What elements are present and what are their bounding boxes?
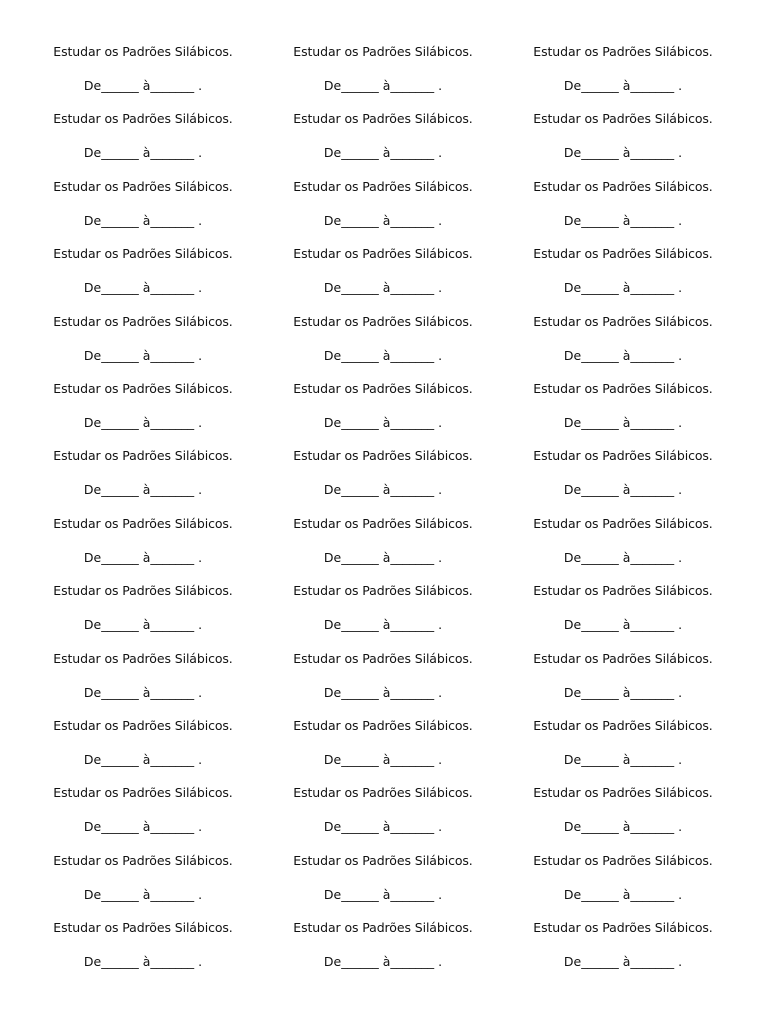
date-range-line: De______ à_______ . [563,482,683,498]
label-title: Estudar os Padrões Silábicos. [533,718,713,733]
date-range-line: De______ à_______ . [83,415,203,430]
date-range-line: De______ à_______ . [563,819,683,835]
label-block [503,404,743,498]
label-title: Estudar os Padrões Silábicos. [53,920,233,936]
date-range-line: De______ à_______ . [83,280,203,296]
label-block [23,337,263,430]
label-block [23,67,263,161]
label-title: Estudar os Padrões Silábicos. [53,111,233,127]
date-range-line: De______ à_______ . [83,347,203,363]
label-block [23,809,263,902]
date-range-line: De______ à_______ . [563,415,683,430]
label-block [263,809,503,902]
label-title: Estudar os Padrões Silábicos. [293,785,473,801]
date-range-line: De______ à_______ . [563,347,683,363]
label-title: Estudar os Padrões Silábicos. [293,313,473,329]
date-range-line: De______ à_______ . [323,954,443,970]
label-block [263,876,503,970]
date-range-line: De______ à_______ . [323,415,443,430]
label-block [23,270,263,363]
date-range-line: De______ à_______ . [323,549,443,565]
label-title: Estudar os Padrões Silábicos. [53,178,233,194]
label-block [23,135,263,228]
label-block [263,270,503,363]
date-range-line: De______ à_______ . [323,886,443,902]
date-range-line: De______ à_______ . [83,819,203,835]
label-block [503,607,743,700]
label-title: Estudar os Padrões Silábicos. [533,650,713,666]
label-block [263,539,503,633]
label-block [23,607,263,700]
date-range-line: De______ à_______ . [323,819,443,835]
label-title: Estudar os Padrões Silábicos. [293,718,473,733]
label-block [263,135,503,228]
label-title: Estudar os Padrões Silábicos. [293,515,473,531]
label-block [263,202,503,296]
label-title: Estudar os Padrões Silábicos. [533,381,713,396]
date-range-line: De______ à_______ . [563,78,683,93]
label-block [23,876,263,970]
date-range-line: De______ à_______ . [323,482,443,498]
date-range-line: De______ à_______ . [563,684,683,700]
label-title: Estudar os Padrões Silábicos. [293,44,473,59]
label-block [503,0,743,93]
label-title: Estudar os Padrões Silábicos. [533,852,713,868]
label-title: Estudar os Padrões Silábicos. [533,313,713,329]
date-range-line: De______ à_______ . [323,684,443,700]
label-block [503,539,743,633]
label-title: Estudar os Padrões Silábicos. [293,111,473,127]
label-block [23,472,263,565]
date-range-line: De______ à_______ . [563,617,683,633]
label-block [503,809,743,902]
date-range-line: De______ à_______ . [83,752,203,767]
date-range-line: De______ à_______ . [83,684,203,700]
date-range-line: De______ à_______ . [563,752,683,767]
date-range-line: De______ à_______ . [323,617,443,633]
date-range-line: De______ à_______ . [83,886,203,902]
label-title: Estudar os Padrões Silábicos. [533,246,713,262]
date-range-line: De______ à_______ . [83,212,203,228]
label-block [503,741,743,835]
label-block [263,0,503,93]
date-range-line: De______ à_______ . [83,549,203,565]
label-title: Estudar os Padrões Silábicos. [293,583,473,599]
label-block [263,337,503,430]
date-range-line: De______ à_______ . [323,212,443,228]
label-block [503,67,743,161]
label-title: Estudar os Padrões Silábicos. [53,650,233,666]
label-title: Estudar os Padrões Silábicos. [53,448,233,464]
label-block [503,270,743,363]
label-block [263,674,503,767]
label-block [23,0,263,93]
label-title: Estudar os Padrões Silábicos. [53,785,233,801]
date-range-line: De______ à_______ . [563,212,683,228]
label-title: Estudar os Padrões Silábicos. [533,515,713,531]
label-block [263,741,503,835]
date-range-line: De______ à_______ . [323,752,443,767]
label-title: Estudar os Padrões Silábicos. [53,515,233,531]
date-range-line: De______ à_______ . [563,145,683,161]
label-block [23,404,263,498]
label-title: Estudar os Padrões Silábicos. [533,111,713,127]
label-title: Estudar os Padrões Silábicos. [293,381,473,396]
date-range-line: De______ à_______ . [83,78,203,93]
label-block [503,202,743,296]
label-block [23,674,263,767]
label-title: Estudar os Padrões Silábicos. [293,852,473,868]
label-title: Estudar os Padrões Silábicos. [53,381,233,396]
label-title: Estudar os Padrões Silábicos. [53,313,233,329]
label-title: Estudar os Padrões Silábicos. [293,178,473,194]
label-title: Estudar os Padrões Silábicos. [53,718,233,733]
label-title: Estudar os Padrões Silábicos. [533,583,713,599]
label-title: Estudar os Padrões Silábicos. [53,583,233,599]
date-range-line: De______ à_______ . [323,78,443,93]
date-range-line: De______ à_______ . [563,886,683,902]
label-title: Estudar os Padrões Silábicos. [533,178,713,194]
label-block [263,404,503,498]
label-title: Estudar os Padrões Silábicos. [293,920,473,936]
date-range-line: De______ à_______ . [563,954,683,970]
label-block [263,607,503,700]
label-title: Estudar os Padrões Silábicos. [293,448,473,464]
label-block [503,472,743,565]
label-block [263,472,503,565]
label-block [503,135,743,228]
date-range-line: De______ à_______ . [323,347,443,363]
label-title: Estudar os Padrões Silábicos. [533,448,713,464]
date-range-line: De______ à_______ . [323,145,443,161]
label-title: Estudar os Padrões Silábicos. [293,246,473,262]
label-block [23,539,263,633]
label-title: Estudar os Padrões Silábicos. [53,44,233,59]
label-block [503,674,743,767]
date-range-line: De______ à_______ . [323,280,443,296]
date-range-line: De______ à_______ . [83,954,203,970]
date-range-line: De______ à_______ . [563,280,683,296]
label-block [503,876,743,970]
label-title: Estudar os Padrões Silábicos. [533,920,713,936]
label-title: Estudar os Padrões Silábicos. [533,785,713,801]
date-range-line: De______ à_______ . [83,617,203,633]
date-range-line: De______ à_______ . [83,145,203,161]
label-title: Estudar os Padrões Silábicos. [53,246,233,262]
label-block [503,337,743,430]
label-block [23,202,263,296]
date-range-line: De______ à_______ . [83,482,203,498]
date-range-line: De______ à_______ . [563,549,683,565]
label-block [263,67,503,161]
label-title: Estudar os Padrões Silábicos. [533,44,713,59]
label-title: Estudar os Padrões Silábicos. [293,650,473,666]
label-block [23,741,263,835]
label-title: Estudar os Padrões Silábicos. [53,852,233,868]
